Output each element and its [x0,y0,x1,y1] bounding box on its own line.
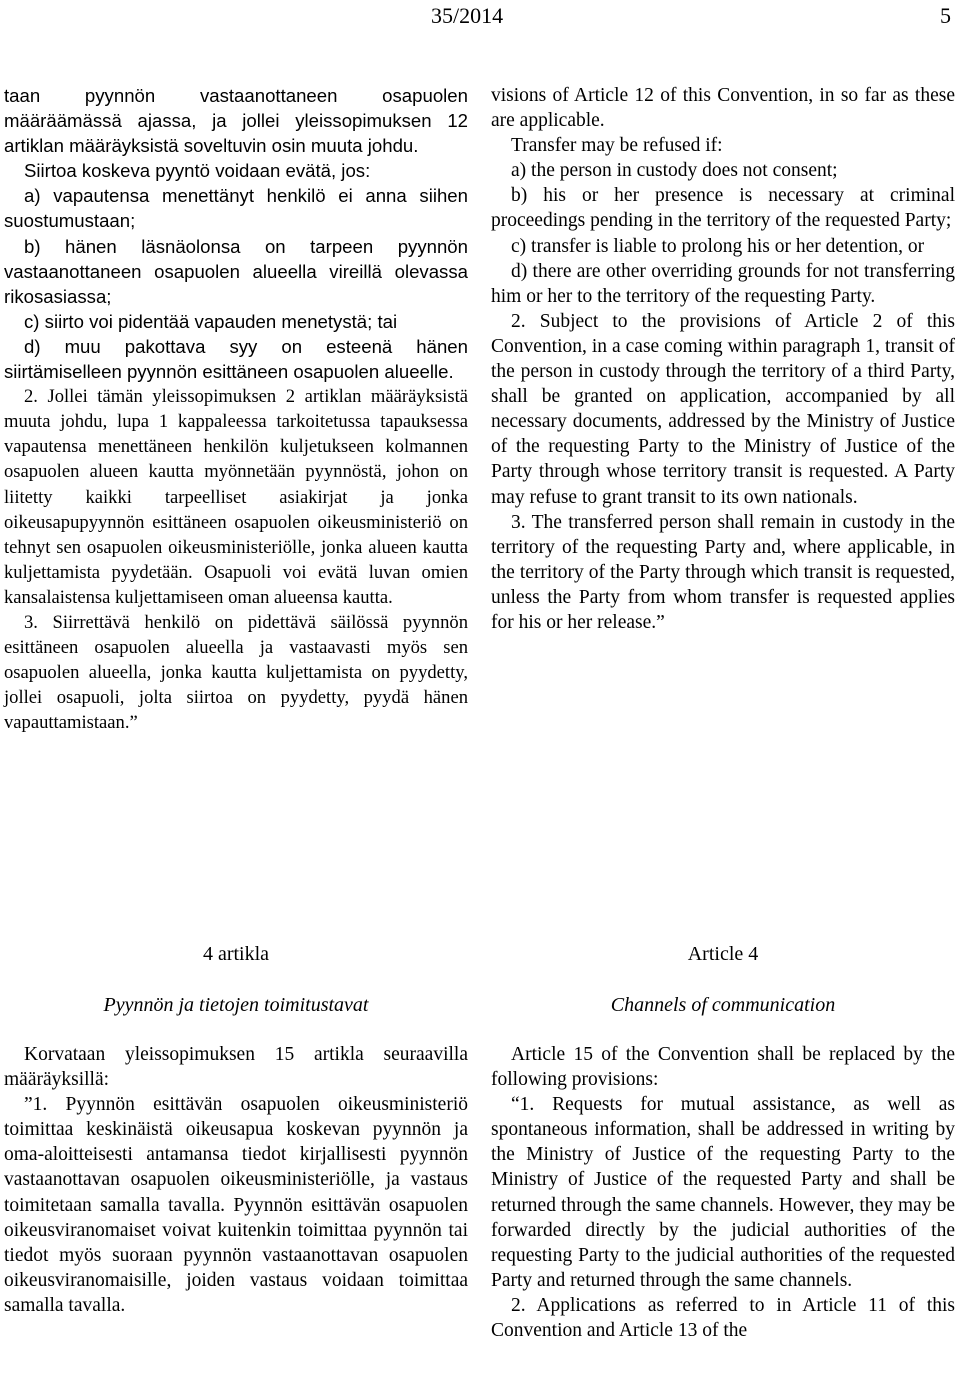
en-article-paragraph: 2. Applications as referred to in Article 11 of this Convention and Article 13 of the [491,1294,955,1342]
en-article-paragraph: Article 15 of the Convention shall be replaced by the following provisions: [491,1044,955,1091]
fi-list-item-a: a) vapautensa menettänyt henkilö ei anna siihen suostumustaan; [4,185,468,232]
page-header [0,0,960,40]
fi-article-body [4,1042,468,1318]
fi-list-item-c: c) siirto voi pidentää vapauden menetystä; tai [24,310,398,332]
english-column-upper [491,83,955,635]
en-paragraph-2: 2. Subject to the provisions of Article 2 of this Convention, in a case coming within paragraph 1, transit of the person in custody through the territory of a third Party, shall be granted on application, accompanied by all necessary documents, addressed by the Ministry of Justice of the requesting Party to the Ministry of Justice of the Party through whose territory transit is requested. A Party may refuse to grant transit to its own nationals. [491,310,955,508]
en-paragraph: visions of Article 12 of this Convention, in so far as these are applicable. [491,85,955,132]
en-article-heading: Article 4 [687,943,759,965]
fi-paragraph-3: 3. Siirrettävä henkilö on pidettävä säilössä pyynnön esittäneen osapuolen alueella ja vastaavasti myös sen osapuolen alueella, jonka kautta kuljettamista on pyydetty, jollei osapuoli, jolta siirtoa on pyydetty, pyydä hänen vapauttamistaan.” [4,611,468,734]
issue-number: 35/2014 [431,3,504,28]
en-list-item-b: b) his or her presence is necessary at criminal proceedings pending in the territory of the requested Party; [491,185,955,232]
en-list-item-c: c) transfer is liable to prolong his or her detention, or [511,235,925,257]
en-list-item-a: a) the person in custody does not consent; [511,160,838,182]
fi-paragraph: Siirtoa koskeva pyyntö voidaan evätä, jos: [24,160,371,182]
fi-paragraph-2: 2. Jollei tämän yleissopimuksen 2 artiklan määräyksistä muuta johdu, lupa 1 kappaleessa tarkoitetussa tapauksessa vapautensa menettäneen henkilön kuljetukseen kolmannen osapuolen alueen kautta myönnetään pyynnöstä, johon on liitetty kaikki tarpeelliset asiakirjat ja jonka oikeusapupyynnön esittäneen osapuolen oikeusministeriö on tehnyt sen osapuolen oikeusministeriölle, jonka alueen kautta kuljettamista pyydetään. Osapuoli voi evätä luvan omien kansalaistensa kuljettamiseen oman alueensa kautta. [4,386,468,608]
fi-article-heading: 4 artikla [202,943,270,965]
fi-article-paragraph: ”1. Pyynnön esittävän osapuolen oikeusministeriö toimittaa keskinäistä oikeusapua koskevan pyynnön ja oma-aloitteisesti antamansa tiedot kirjallisesti pyynnön vastaanottavan osapuolen oikeusministeriölle, ja vastaus toimitetaan samalla tavalla. Pyynnön esittävän osapuolen oikeusviranomaiset voivat kuitenkin toimittaa pyynnön tai tiedot myös suoraan pyynnön vastaanottavan osapuolen oikeusviranomaisille, joiden vastaus voidaan toimittaa samalla tavalla. [4,1094,468,1316]
en-list-item-d: d) there are other overriding grounds for not transferring him or her to the territory of the requesting Party. [491,260,955,307]
en-article-body [491,1042,955,1343]
en-paragraph-3: 3. The transferred person shall remain in custody in the territory of the requesting Party and, where applicable, in the territory of the Party through which transit is requested, unless the Party from whom transfer is requested applies for his or her release.” [491,511,955,633]
fi-article-paragraph: Korvataan yleissopimuksen 15 artikla seuraavilla määräyksillä: [4,1044,468,1091]
fi-list-item-b: b) hänen läsnäolonsa on tarpeen pyynnön vastaanottaneen osapuolen alueella vireillä olevassa rikosasiassa; [4,235,468,307]
page-number: 5 [940,3,951,28]
en-article-paragraph: “1. Requests for mutual assistance, as well as spontaneous information, shall be addressed in writing by the Ministry of Justice of the requesting Party to the Ministry of Justice of the requested Party and shall be returned through the same channels. However, they may be forwarded directly by the judicial authorities of the requesting Party to the judicial authorities of the requested Party and returned through the same channels. [491,1094,955,1291]
fi-list-item-d: d) muu pakottava syy on esteenä hänen siirtämiselleen pyynnön esittäneen osapuolen alueelle. [4,335,468,383]
fi-paragraph: taan pyynnön vastaanottaneen osapuolen määräämässä ajassa, ja jollei yleissopimuksen 12 artiklan määräyksistä soveltuvin osin muuta johdu. [4,85,468,157]
finnish-column-upper [4,83,468,735]
fi-article-title: Pyynnön ja tietojen toimitustavat [103,994,369,1016]
en-paragraph: Transfer may be refused if: [511,135,723,157]
en-article-title: Channels of communication [610,994,836,1016]
